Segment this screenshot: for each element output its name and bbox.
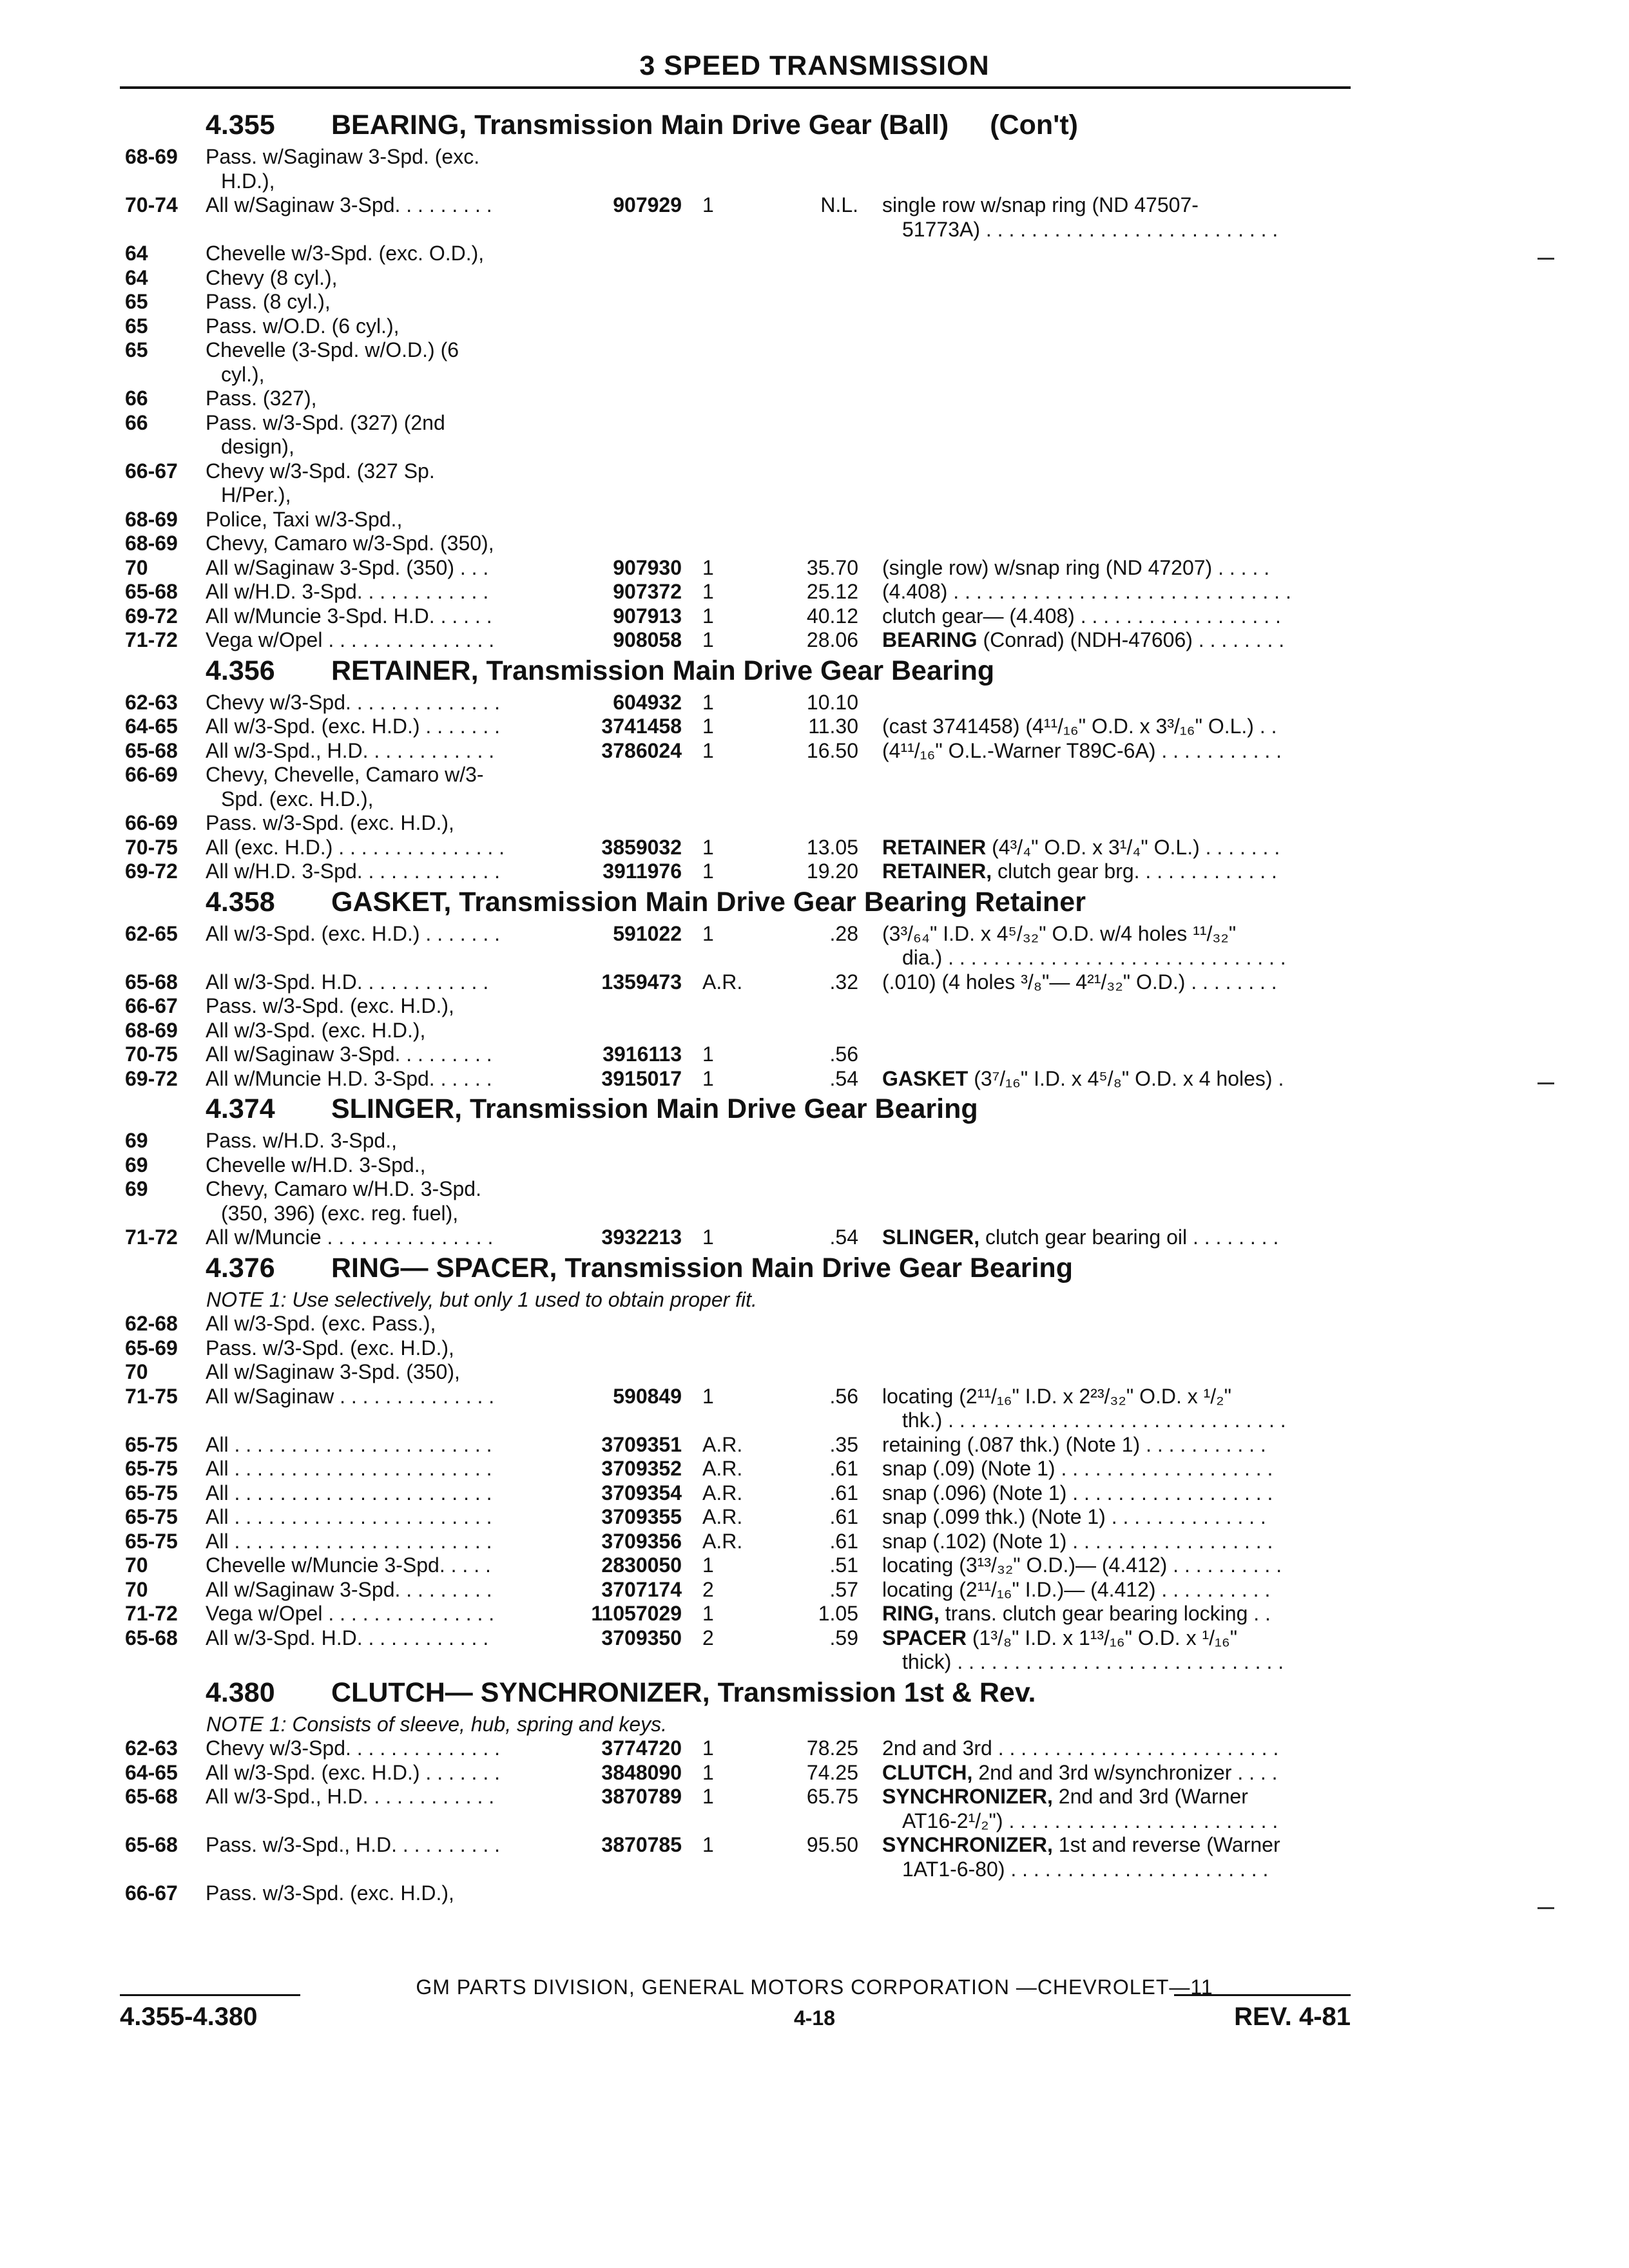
description-text: 1st and reverse (Warner: [1052, 1833, 1280, 1856]
page-title: 3 SPEED TRANSMISSION: [639, 50, 990, 81]
description: [882, 1067, 1349, 1090]
margin-mark: [1537, 1082, 1554, 1084]
model-year: 70: [125, 1577, 148, 1601]
description-keyword: SLINGER,: [882, 1225, 980, 1249]
description-text: locating (2¹¹/₁₆" I.D. x 2²³/₃₂" O.D. x ¹/₂": [882, 1384, 1231, 1408]
description: [882, 1626, 1349, 1649]
model-year: 65: [125, 338, 148, 361]
application: Pass. w/3-Spd. (exc. H.D.),: [206, 1881, 454, 1905]
model-year: 65-68: [125, 970, 178, 994]
part-number: 3709351: [601, 1432, 682, 1456]
section-heading: [206, 1253, 1073, 1284]
application: Chevy, Camaro w/H.D. 3-Spd.: [206, 1177, 481, 1200]
model-year: 70-75: [125, 835, 178, 859]
description: [882, 1602, 1349, 1625]
part-number: 3870789: [601, 1785, 682, 1808]
description: [882, 1225, 1349, 1249]
section-heading: [206, 110, 1078, 141]
part-number: 2830050: [601, 1553, 682, 1577]
part-number: 3709354: [601, 1481, 682, 1504]
application: Pass. (8 cyl.),: [206, 290, 331, 313]
quantity: 1: [702, 1602, 714, 1625]
description-text: trans. clutch gear bearing locking . .: [939, 1602, 1271, 1625]
description-continued: thk.) . . . . . . . . . . . . . . . . . . . . . . . . . . . . . .: [902, 1408, 1286, 1432]
application: All w/3-Spd. (exc. H.D.) . . . . . . .: [206, 715, 500, 738]
quantity: 1: [702, 738, 714, 762]
description-keyword: SYNCHRONIZER,: [882, 1833, 1053, 1856]
description-keyword: RETAINER: [882, 835, 987, 859]
model-year: 65-68: [125, 738, 178, 762]
model-year: 71-72: [125, 1225, 178, 1249]
model-year: 65-68: [125, 1785, 178, 1808]
model-year: 62-63: [125, 690, 178, 714]
model-year: 64: [125, 242, 148, 265]
model-year: 69: [125, 1153, 148, 1177]
description-continued: 1AT1-6-80) . . . . . . . . . . . . . . . . . . . . . . .: [902, 1857, 1269, 1881]
application-continued: H/Per.),: [221, 483, 291, 506]
description: [882, 1505, 1349, 1528]
part-number: 3709355: [601, 1505, 682, 1528]
application: All w/Muncie . . . . . . . . . . . . . . .: [206, 1225, 494, 1249]
quantity: 1: [702, 555, 714, 579]
quantity: 1: [702, 1553, 714, 1577]
description-text: (Conrad) (NDH-47606) . . . . . . . .: [977, 628, 1285, 651]
section-number: 4.374: [206, 1093, 275, 1124]
price: .54: [829, 1225, 858, 1249]
part-number: 3932213: [601, 1225, 682, 1249]
application: Vega w/Opel . . . . . . . . . . . . . . .: [206, 1602, 495, 1625]
description-text: snap (.102) (Note 1) . . . . . . . . . . . . . . . . . .: [882, 1529, 1273, 1553]
description: [882, 860, 1349, 883]
price: .56: [829, 1384, 858, 1408]
quantity: 1: [702, 1736, 714, 1760]
price: .56: [829, 1043, 858, 1066]
application: All w/Saginaw 3-Spd. (350) . . .: [206, 555, 489, 579]
model-year: 65-75: [125, 1481, 178, 1504]
quantity: 1: [702, 1225, 714, 1249]
part-number: 604932: [613, 690, 682, 714]
description: [882, 1385, 1349, 1408]
part-number: 3709356: [601, 1529, 682, 1553]
price: .32: [829, 970, 858, 994]
quantity: A.R.: [702, 1457, 743, 1480]
footer-page-number: 4-18: [793, 2006, 836, 2030]
application: Chevy, Chevelle, Camaro w/3-: [206, 763, 484, 786]
model-year: 66: [125, 387, 148, 410]
model-year: 68-69: [125, 507, 178, 531]
part-number: 3911976: [602, 860, 682, 883]
description: [882, 1785, 1349, 1808]
description: [882, 970, 1349, 994]
application: All w/Muncie 3-Spd. H.D. . . . . .: [206, 604, 492, 628]
model-year: 65-75: [125, 1432, 178, 1456]
price: 40.12: [806, 604, 858, 628]
description: [882, 739, 1349, 762]
description-text: (1³/₈" I.D. x 1¹³/₁₆" O.D. x ¹/₁₆": [966, 1626, 1238, 1649]
model-year: 69-72: [125, 860, 178, 883]
price: 95.50: [806, 1833, 858, 1856]
description-keyword: RING,: [882, 1602, 940, 1625]
part-number: 907929: [613, 193, 682, 216]
description-text: 2nd and 3rd w/synchronizer . . . .: [972, 1760, 1278, 1784]
price: .51: [829, 1553, 858, 1577]
description-text: clutch gear brg. . . . . . . . . . . . .: [992, 860, 1277, 883]
section-number: 4.380: [206, 1677, 275, 1708]
section-title: CLUTCH— SYNCHRONIZER, Transmission 1st & Rev.: [331, 1677, 1036, 1708]
section-suffix: (Con't): [990, 110, 1078, 140]
part-number: 908058: [613, 628, 682, 651]
application: All . . . . . . . . . . . . . . . . . . . . . . .: [206, 1432, 492, 1456]
model-year: 69-72: [125, 1066, 178, 1090]
model-year: 70: [125, 555, 148, 579]
part-number: 3709350: [601, 1626, 682, 1649]
application: Chevy (8 cyl.),: [206, 265, 338, 289]
application: Pass. w/3-Spd. (exc. H.D.),: [206, 1336, 454, 1360]
part-number: 3859032: [601, 835, 682, 859]
quantity: A.R.: [702, 1505, 743, 1528]
quantity: 1: [702, 921, 714, 945]
model-year: 65-75: [125, 1457, 178, 1480]
application: All . . . . . . . . . . . . . . . . . . . . . . .: [206, 1505, 492, 1528]
application: Pass. w/O.D. (6 cyl.),: [206, 314, 400, 338]
description-text: (single row) w/snap ring (ND 47207) . . . . .: [882, 555, 1270, 579]
description: [882, 836, 1349, 859]
description: [882, 580, 1349, 603]
application: Chevy w/3-Spd. (327 Sp.: [206, 459, 435, 483]
application-continued: H.D.),: [221, 169, 275, 193]
application: All w/Saginaw 3-Spd. . . . . . . . .: [206, 1043, 492, 1066]
section-title: BEARING, Transmission Main Drive Gear (Ball): [331, 110, 949, 140]
application: All w/3-Spd. H.D. . . . . . . . . . . .: [206, 1626, 489, 1649]
model-year: 69: [125, 1129, 148, 1152]
application-continued: (350, 396) (exc. reg. fuel),: [221, 1201, 459, 1225]
application: All w/Muncie H.D. 3-Spd. . . . . .: [206, 1066, 492, 1090]
price: 19.20: [806, 860, 858, 883]
application-continued: Spd. (exc. H.D.),: [221, 787, 374, 811]
description: [882, 715, 1349, 738]
section-title: RETAINER, Transmission Main Drive Gear Bearing: [331, 655, 995, 686]
price: .54: [829, 1066, 858, 1090]
quantity: 1: [702, 1833, 714, 1856]
description-keyword: CLUTCH,: [882, 1760, 973, 1784]
quantity: 2: [702, 1577, 714, 1601]
part-number: 3916113: [602, 1043, 682, 1066]
quantity: 1: [702, 580, 714, 603]
description: [882, 556, 1349, 579]
description-continued: 51773A) . . . . . . . . . . . . . . . . . . . . . . . . . .: [902, 217, 1278, 241]
model-year: 69-72: [125, 604, 178, 628]
application: All w/Saginaw 3-Spd. . . . . . . . .: [206, 1577, 492, 1601]
price: .61: [829, 1457, 858, 1480]
part-number: 591022: [613, 921, 682, 945]
description-text: 2nd and 3rd (Warner: [1052, 1785, 1248, 1808]
footer-section-range: 4.355-4.380: [120, 2003, 258, 2031]
model-year: 66-67: [125, 459, 178, 483]
application: Pass. w/3-Spd. (exc. H.D.),: [206, 994, 454, 1017]
price: .28: [829, 921, 858, 945]
description-keyword: SYNCHRONIZER,: [882, 1785, 1053, 1808]
section-number: 4.356: [206, 655, 275, 686]
part-number: 11057029: [591, 1602, 682, 1625]
description-text: locating (2¹¹/₁₆" I.D.)— (4.412) . . . . . . . . . .: [882, 1577, 1271, 1601]
application: Police, Taxi w/3-Spd.,: [206, 507, 403, 531]
application: All w/3-Spd. H.D. . . . . . . . . . . .: [206, 970, 489, 994]
application: Pass. w/H.D. 3-Spd.,: [206, 1129, 397, 1152]
description: [882, 1530, 1349, 1553]
price: 25.12: [806, 580, 858, 603]
model-year: 65-75: [125, 1529, 178, 1553]
price: .61: [829, 1529, 858, 1553]
model-year: 68-69: [125, 145, 178, 168]
quantity: 1: [702, 690, 714, 714]
section-title: GASKET, Transmission Main Drive Gear Bearing Retainer: [331, 886, 1086, 918]
price: .59: [829, 1626, 858, 1649]
part-number: 3870785: [601, 1833, 682, 1856]
model-year: 66-69: [125, 763, 178, 786]
quantity: 1: [702, 835, 714, 859]
application: All w/3-Spd. (exc. Pass.),: [206, 1312, 436, 1335]
part-number: 907913: [613, 604, 682, 628]
quantity: 2: [702, 1626, 714, 1649]
application: Vega w/Opel . . . . . . . . . . . . . . .: [206, 628, 495, 651]
application: Chevy w/3-Spd. . . . . . . . . . . . . .: [206, 690, 501, 714]
section-heading: [206, 655, 994, 687]
quantity: 1: [702, 1760, 714, 1784]
application: Pass. (327),: [206, 387, 317, 410]
application: Pass. w/3-Spd., H.D. . . . . . . . . .: [206, 1833, 501, 1856]
section-heading: [206, 1677, 1036, 1709]
section-number: 4.376: [206, 1252, 275, 1283]
quantity: 1: [702, 1785, 714, 1808]
model-year: 71-75: [125, 1384, 178, 1408]
price: 16.50: [806, 738, 858, 762]
footer-revision: REV. 4-81: [1234, 2003, 1351, 2031]
application: Chevelle w/3-Spd. (exc. O.D.),: [206, 242, 485, 265]
price: 78.25: [806, 1736, 858, 1760]
application: All w/Saginaw 3-Spd. . . . . . . . .: [206, 193, 492, 216]
price: 28.06: [806, 628, 858, 651]
application: Chevelle (3-Spd. w/O.D.) (6: [206, 338, 459, 361]
description: [882, 628, 1349, 651]
section-heading: [206, 887, 1086, 918]
application: All w/3-Spd. (exc. H.D.) . . . . . . .: [206, 1760, 500, 1784]
description-text: (.010) (4 holes ³/₈"— 4²¹/₃₂" O.D.) . . . . . . . .: [882, 970, 1277, 994]
description-text: locating (3¹³/₃₂" O.D.)— (4.412) . . . . . . . . . .: [882, 1553, 1282, 1577]
part-number: 3741458: [601, 715, 682, 738]
description: [882, 1833, 1349, 1856]
part-number: 590849: [613, 1384, 682, 1408]
part-number: 1359473: [601, 970, 682, 994]
description: [882, 1433, 1349, 1456]
price: 74.25: [806, 1760, 858, 1784]
description: [882, 1761, 1349, 1784]
model-year: 62-63: [125, 1736, 178, 1760]
model-year: 65-69: [125, 1336, 178, 1360]
description-text: (4.408) . . . . . . . . . . . . . . . . . . . . . . . . . . . . . .: [882, 580, 1291, 603]
description-text: (4³/₄" O.D. x 3¹/₄" O.L.) . . . . . . .: [986, 835, 1280, 859]
part-number: 3915017: [601, 1066, 682, 1090]
description: [882, 1457, 1349, 1480]
application: All w/H.D. 3-Spd. . . . . . . . . . . .: [206, 580, 489, 603]
model-year: 66-67: [125, 1881, 178, 1905]
application: All w/Saginaw . . . . . . . . . . . . . .: [206, 1384, 495, 1408]
model-year: 71-72: [125, 1602, 178, 1625]
application: All . . . . . . . . . . . . . . . . . . . . . . .: [206, 1481, 492, 1504]
application-continued: design),: [221, 435, 294, 458]
quantity: A.R.: [702, 970, 743, 994]
section-note: NOTE 1: Consists of sleeve, hub, spring and keys.: [206, 1712, 667, 1736]
section-heading: [206, 1093, 978, 1125]
application: Chevy w/3-Spd. . . . . . . . . . . . . .: [206, 1736, 501, 1760]
application: All w/H.D. 3-Spd. . . . . . . . . . . . .: [206, 860, 500, 883]
model-year: 70-75: [125, 1043, 178, 1066]
application: All w/3-Spd., H.D. . . . . . . . . . . .: [206, 1785, 495, 1808]
description: [882, 604, 1349, 628]
description-keyword: SPACER: [882, 1626, 967, 1649]
price: 11.30: [808, 715, 858, 738]
price: N.L.: [820, 193, 858, 216]
section-note: NOTE 1: Use selectively, but only 1 used to obtain proper fit.: [206, 1287, 757, 1311]
model-year: 65-68: [125, 1626, 178, 1649]
application: All w/3-Spd. (exc. H.D.),: [206, 1018, 426, 1042]
description: [882, 193, 1349, 216]
description-text: (cast 3741458) (4¹¹/₁₆" O.D. x 3³/₁₆" O.L.) . .: [882, 715, 1277, 738]
application: All (exc. H.D.) . . . . . . . . . . . . . . .: [206, 835, 505, 859]
footer-publisher: GM PARTS DIVISION, GENERAL MOTORS CORPORATION —CHEVROLET—11: [416, 1975, 1213, 1999]
quantity: 1: [702, 1043, 714, 1066]
price: .61: [829, 1505, 858, 1528]
quantity: 1: [702, 860, 714, 883]
model-year: 70: [125, 1553, 148, 1577]
part-number: 3709352: [601, 1457, 682, 1480]
quantity: 1: [702, 193, 714, 216]
part-number: 3707174: [601, 1577, 682, 1601]
application: All . . . . . . . . . . . . . . . . . . . . . . .: [206, 1457, 492, 1480]
quantity: A.R.: [702, 1432, 743, 1456]
application: Chevelle w/Muncie 3-Spd. . . . .: [206, 1553, 491, 1577]
section-title: RING— SPACER, Transmission Main Drive Gear Bearing: [331, 1252, 1073, 1283]
quantity: 1: [702, 628, 714, 651]
section-number: 4.358: [206, 886, 275, 918]
model-year: 65: [125, 290, 148, 313]
description: [882, 922, 1349, 945]
quantity: 1: [702, 715, 714, 738]
model-year: 65-68: [125, 580, 178, 603]
description-text: snap (.09) (Note 1) . . . . . . . . . . . . . . . . . . .: [882, 1457, 1273, 1480]
application: Chevy, Camaro w/3-Spd. (350),: [206, 532, 494, 555]
price: .61: [829, 1481, 858, 1504]
application-continued: cyl.),: [221, 362, 265, 386]
description-keyword: RETAINER,: [882, 860, 992, 883]
model-year: 64-65: [125, 1760, 178, 1784]
application: All w/3-Spd., H.D. . . . . . . . . . . .: [206, 738, 495, 762]
description-text: (3³/₆₄" I.D. x 4⁵/₃₂" O.D. w/4 holes ¹¹/₃₂": [882, 921, 1237, 945]
description-continued: AT16-2¹/₂") . . . . . . . . . . . . . . . . . . . . . . . .: [902, 1809, 1278, 1832]
description-continued: thick) . . . . . . . . . . . . . . . . . . . . . . . . . . . . .: [902, 1650, 1284, 1673]
margin-mark: [1537, 1907, 1554, 1909]
description-text: (3⁷/₁₆" I.D. x 4⁵/₈" O.D. x 4 holes) .: [968, 1066, 1284, 1090]
description-keyword: BEARING: [882, 628, 978, 651]
price: 35.70: [806, 555, 858, 579]
model-year: 69: [125, 1177, 148, 1200]
model-year: 68-69: [125, 532, 178, 555]
description: [882, 1736, 1349, 1760]
description-text: snap (.099 thk.) (Note 1) . . . . . . . . . . . . . .: [882, 1505, 1266, 1528]
application: All w/Saginaw 3-Spd. (350),: [206, 1360, 460, 1383]
description-text: retaining (.087 thk.) (Note 1) . . . . . . . . . . .: [882, 1432, 1266, 1456]
application: Pass. w/Saginaw 3-Spd. (exc.: [206, 145, 480, 168]
description: [882, 1481, 1349, 1504]
section-title: SLINGER, Transmission Main Drive Gear Bearing: [331, 1093, 978, 1124]
description-text: single row w/snap ring (ND 47507-: [882, 193, 1199, 216]
price: 13.05: [806, 835, 858, 859]
section-number: 4.355: [206, 110, 275, 140]
part-number: 3786024: [601, 738, 682, 762]
part-number: 907930: [613, 555, 682, 579]
model-year: 64: [125, 265, 148, 289]
model-year: 62-68: [125, 1312, 178, 1335]
price: .35: [829, 1432, 858, 1456]
description-keyword: GASKET: [882, 1066, 969, 1090]
model-year: 66-67: [125, 994, 178, 1017]
price: 1.05: [818, 1602, 858, 1625]
model-year: 64-65: [125, 715, 178, 738]
quantity: 1: [702, 1384, 714, 1408]
part-number: 3774720: [601, 1736, 682, 1760]
part-number: 907372: [613, 580, 682, 603]
model-year: 65-75: [125, 1505, 178, 1528]
application: Pass. w/3-Spd. (exc. H.D.),: [206, 811, 454, 834]
price: .57: [829, 1577, 858, 1601]
application: All w/3-Spd. (exc. H.D.) . . . . . . .: [206, 921, 500, 945]
price: 10.10: [806, 690, 858, 714]
model-year: 66-69: [125, 811, 178, 834]
price: 65.75: [806, 1785, 858, 1808]
model-year: 68-69: [125, 1018, 178, 1042]
application: Chevelle w/H.D. 3-Spd.,: [206, 1153, 426, 1177]
description-text: 2nd and 3rd . . . . . . . . . . . . . . . . . . . . . . . . .: [882, 1736, 1279, 1760]
quantity: A.R.: [702, 1481, 743, 1504]
model-year: 62-65: [125, 921, 178, 945]
description-text: (4¹¹/₁₆" O.L.-Warner T89C-6A) . . . . . . . . . . .: [882, 738, 1282, 762]
application: Pass. w/3-Spd. (327) (2nd: [206, 410, 445, 434]
description-text: clutch gear— (4.408) . . . . . . . . . . . . . . . . . .: [882, 604, 1281, 628]
model-year: 70-74: [125, 193, 178, 216]
application: All . . . . . . . . . . . . . . . . . . . . . . .: [206, 1529, 492, 1553]
quantity: 1: [702, 604, 714, 628]
model-year: 71-72: [125, 628, 178, 651]
quantity: A.R.: [702, 1529, 743, 1553]
description: [882, 1578, 1349, 1601]
model-year: 65: [125, 314, 148, 338]
part-number: 3848090: [601, 1760, 682, 1784]
model-year: 65-68: [125, 1833, 178, 1856]
model-year: 70: [125, 1360, 148, 1383]
description-text: clutch gear bearing oil . . . . . . . .: [979, 1225, 1279, 1249]
description-continued: dia.) . . . . . . . . . . . . . . . . . . . . . . . . . . . . . .: [902, 946, 1286, 969]
quantity: 1: [702, 1066, 714, 1090]
description-text: snap (.096) (Note 1) . . . . . . . . . . . . . . . . . .: [882, 1481, 1273, 1504]
model-year: 66: [125, 410, 148, 434]
description: [882, 1553, 1349, 1577]
margin-mark: [1537, 258, 1554, 260]
